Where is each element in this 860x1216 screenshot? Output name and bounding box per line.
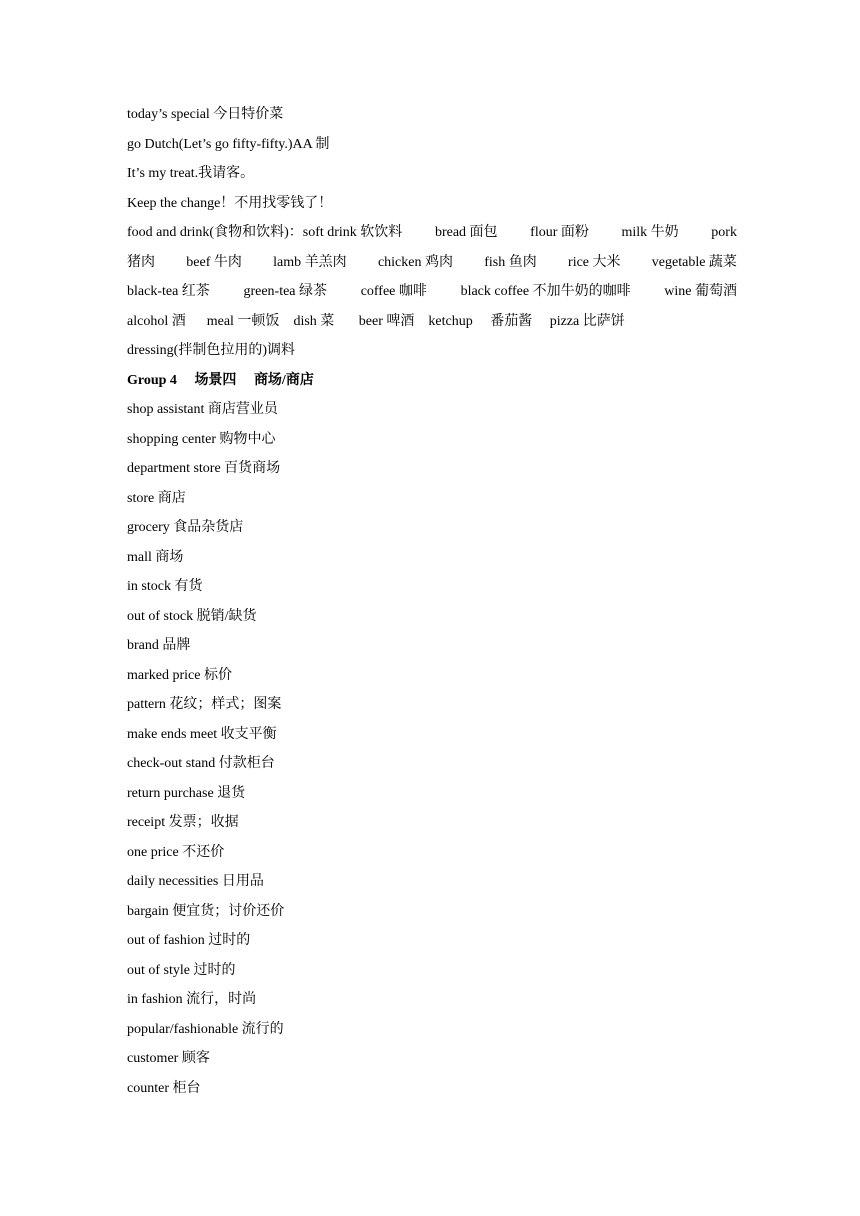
vocab-line: shop assistant 商店营业员	[127, 402, 278, 417]
vocab-line: marked price 标价	[127, 667, 232, 683]
vocab-line: store 商店	[127, 490, 186, 506]
food-term: flour 面粉	[530, 225, 589, 240]
vocab-line: bargain 便宜货；讨价还价	[127, 903, 285, 919]
vocab-line: one price 不还价	[127, 844, 225, 860]
vocab-line: grocery 食品杂货店	[127, 520, 244, 535]
vocab-line: in fashion 流行，时尚	[127, 992, 257, 1007]
vocab-line: receipt 发票；收据	[127, 815, 239, 830]
vocab-line: out of stock 脱销/缺货	[127, 608, 257, 624]
group-label: Group 4	[127, 372, 177, 388]
vocab-line: Keep the change！不用找零钱了！	[127, 195, 333, 211]
vocab-line: return purchase 退货	[127, 785, 246, 801]
vocab-line: brand 品牌	[127, 638, 191, 653]
food-term: wine 葡萄酒	[664, 284, 737, 299]
food-row-3	[127, 277, 737, 307]
food-row-4	[127, 307, 737, 337]
food-term: milk 牛奶	[621, 225, 679, 240]
food-term: black-tea 红茶	[127, 284, 210, 299]
food-term: pizza 比萨饼	[549, 313, 625, 329]
food-term: coffee 咖啡	[360, 284, 427, 299]
food-row-2	[127, 248, 737, 278]
food-term: meal 一顿饭	[206, 313, 280, 329]
food-term: beef 牛肉	[186, 254, 242, 270]
vocabulary-list	[127, 100, 737, 1103]
food-term: bread 面包	[434, 225, 498, 240]
food-term: lamb 羊羔肉	[273, 254, 347, 270]
food-term: vegetable 蔬菜	[651, 254, 737, 270]
vocab-line: go Dutch(Let’s go fifty-fifty.)AA 制	[127, 136, 330, 152]
vocab-line: pattern 花纹；样式；图案	[127, 697, 282, 712]
vocab-line: daily necessities 日用品	[127, 874, 264, 889]
food-term: alcohol 酒	[127, 313, 186, 329]
food-term: food and drink(食物和饮料)：soft drink 软饮料	[127, 225, 403, 240]
food-term: rice 大米	[568, 254, 621, 270]
vocab-line: popular/fashionable 流行的	[127, 1021, 284, 1037]
vocab-line: mall 商场	[127, 549, 184, 565]
vocab-line: customer 顾客	[127, 1051, 210, 1066]
vocab-line: counter 柜台	[127, 1080, 201, 1096]
food-term: 番茄酱	[490, 313, 533, 329]
food-term: 猪肉	[127, 254, 155, 270]
vocab-line: in stock 有货	[127, 579, 203, 594]
food-term: dish 菜	[293, 313, 335, 329]
food-term: chicken 鸡肉	[377, 254, 453, 270]
vocab-line: out of fashion 过时的	[127, 933, 251, 948]
vocab-line: shopping center 购物中心	[127, 431, 276, 447]
food-term: ketchup	[428, 313, 473, 329]
scene-label: 场景四	[194, 372, 237, 388]
vocab-line: department store 百货商场	[127, 461, 281, 476]
food-term: beer 啤酒	[358, 313, 415, 329]
vocab-line: check-out stand 付款柜台	[127, 756, 275, 771]
food-term: pork	[711, 225, 737, 240]
vocab-line: dressing(拌制色拉用的)调料	[127, 343, 295, 358]
section-heading	[127, 366, 737, 396]
vocab-line: make ends meet 收支平衡	[127, 726, 277, 742]
place-label: 商场/商店	[253, 372, 314, 388]
food-term: black coffee 不加牛奶的咖啡	[460, 284, 631, 299]
vocab-line: out of style 过时的	[127, 962, 236, 978]
food-term: fish 鱼肉	[484, 254, 537, 270]
food-term: green-tea 绿茶	[243, 284, 328, 299]
vocab-line: today’s special 今日特价菜	[127, 107, 284, 122]
vocab-line: It’s my treat.我请客。	[127, 166, 255, 181]
food-row-1	[127, 218, 737, 248]
